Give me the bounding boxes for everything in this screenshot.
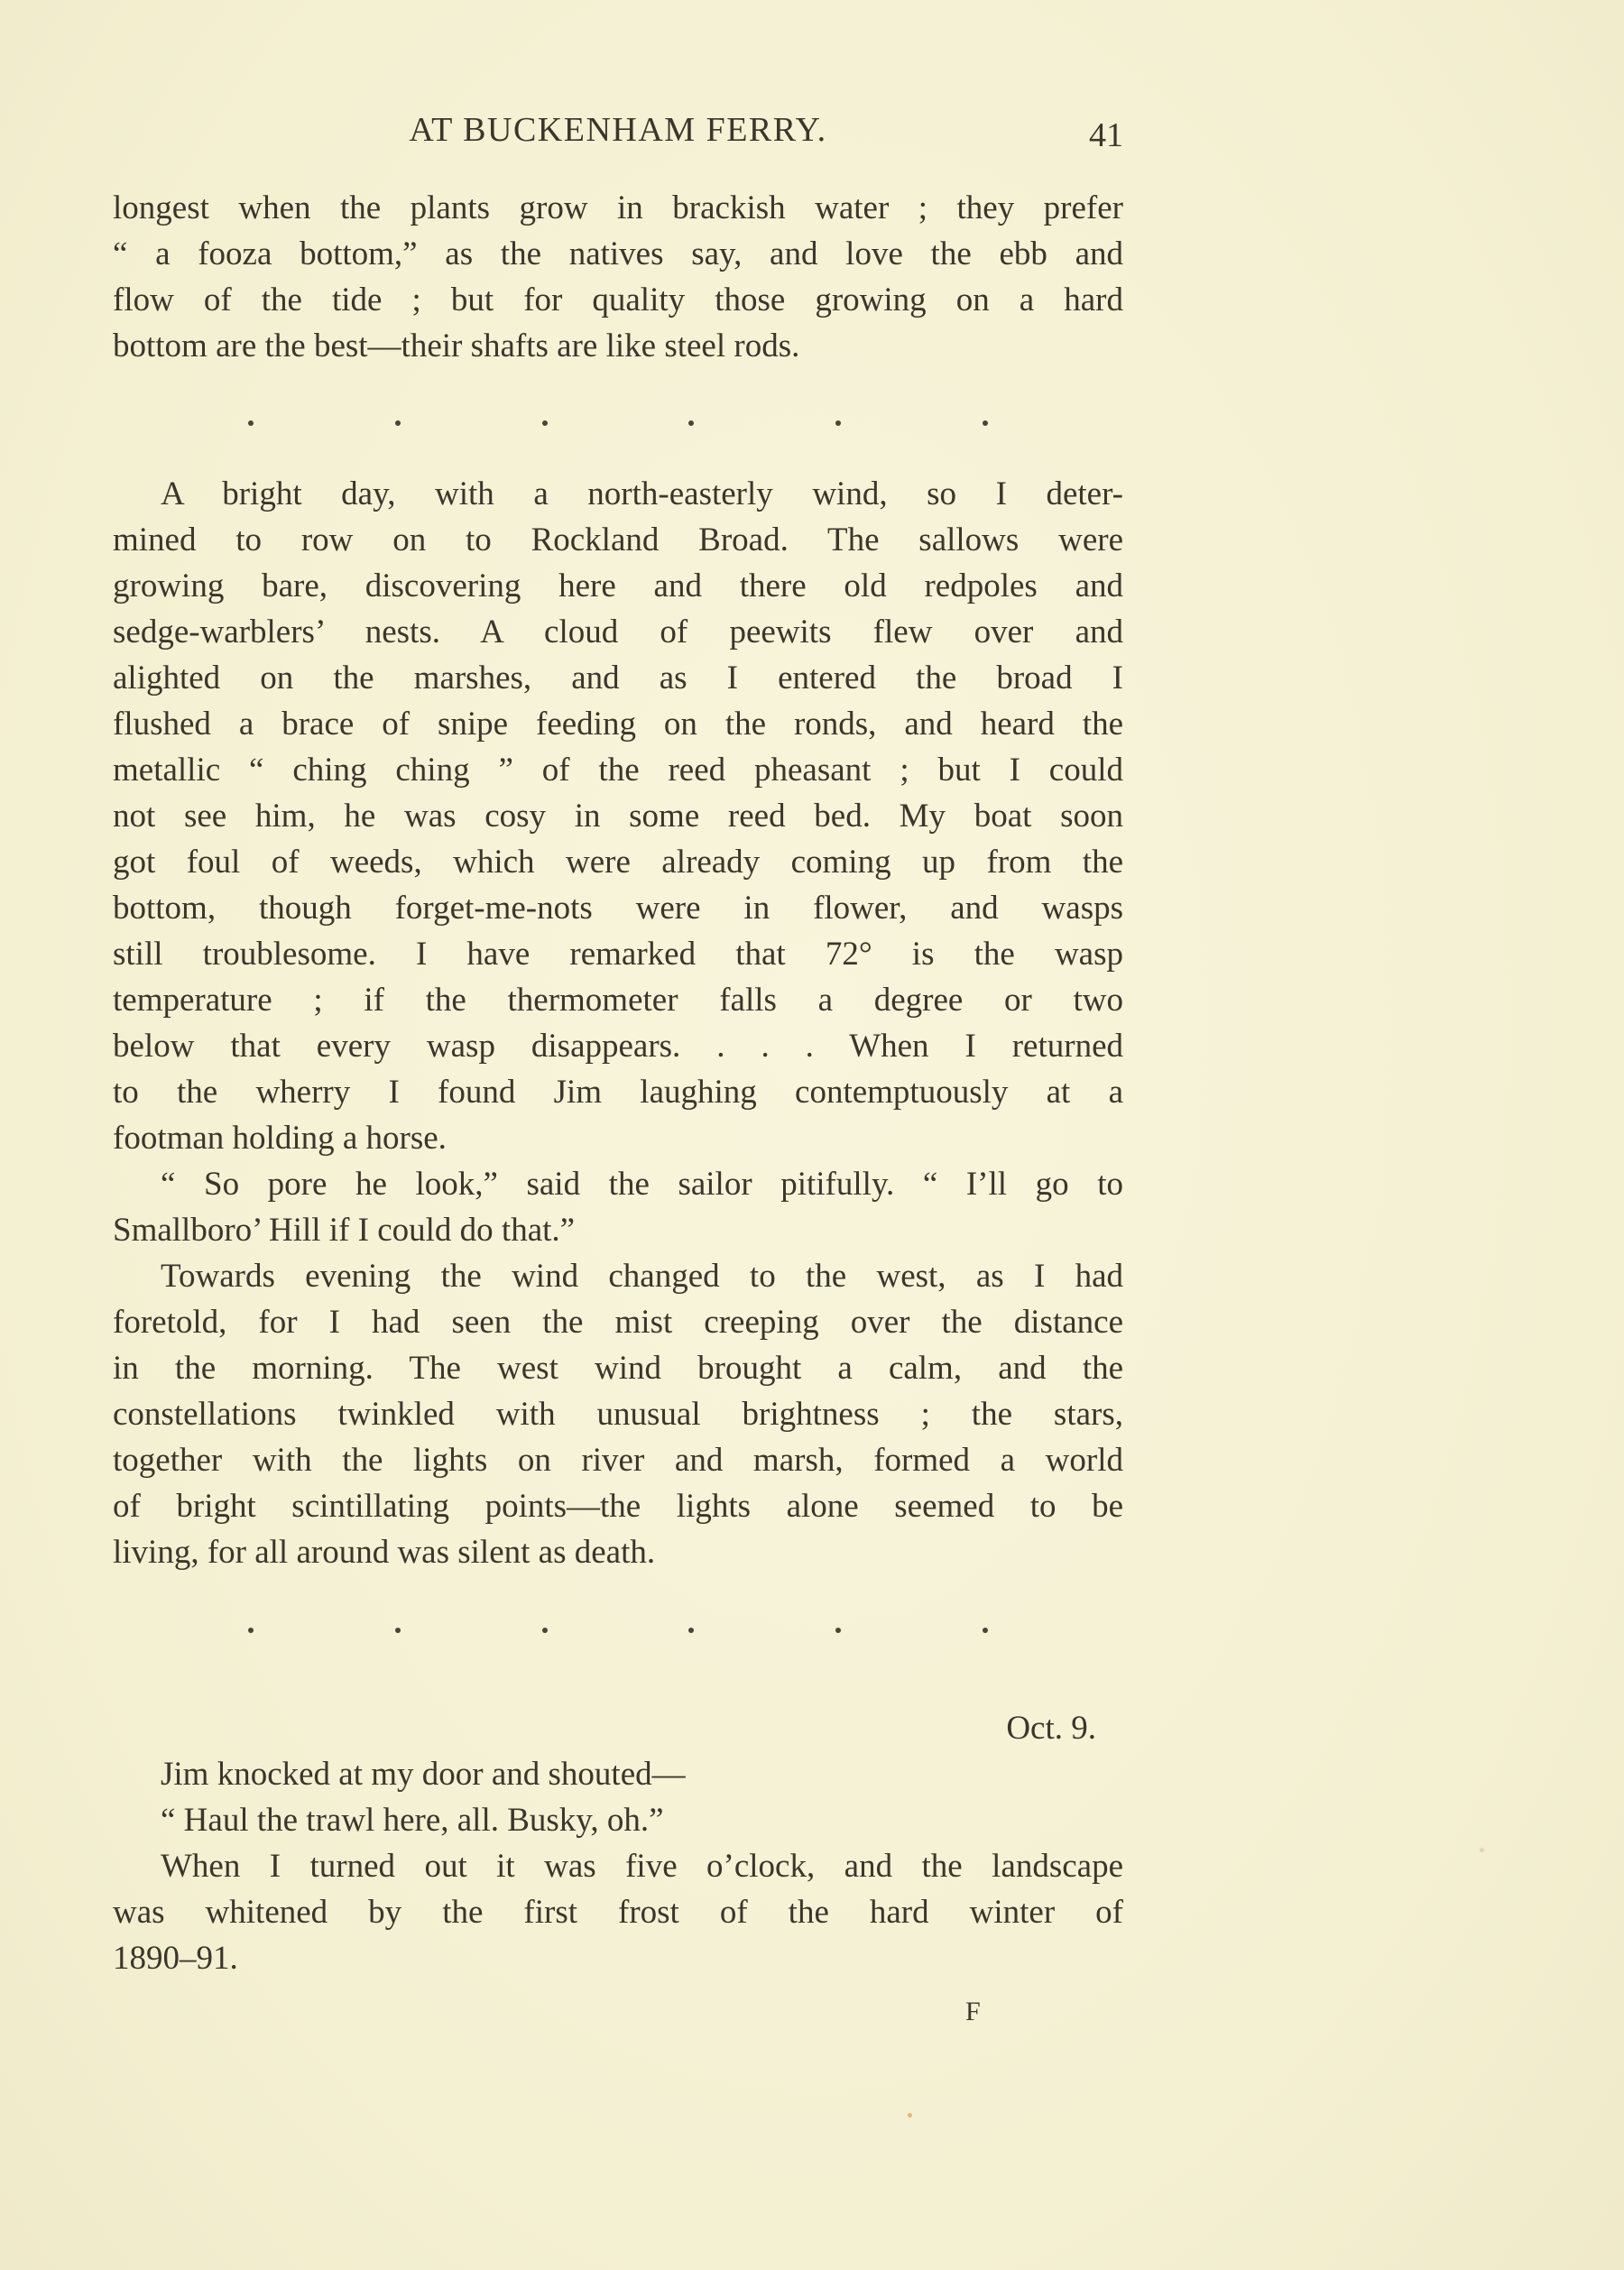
break-dot — [542, 420, 548, 426]
break-dot — [248, 420, 254, 426]
text-line: “ So pore he look,” said the sailor pitifully. “ I’ll go to — [161, 1166, 1123, 1203]
running-title: AT BUCKENHAM FERRY. — [409, 111, 827, 149]
break-dot — [688, 1628, 694, 1633]
text-line: constellations twinkled with unusual brightness ; the stars, — [113, 1396, 1123, 1433]
break-dot — [395, 420, 401, 426]
break-dot — [688, 420, 694, 426]
text-line: got foul of weeds, which were already coming up from the — [113, 844, 1123, 881]
text-line: of bright scintillating points—the lights alone seemed to be — [113, 1488, 1123, 1525]
text-line: foretold, for I had seen the mist creeping over the distance — [113, 1304, 1123, 1341]
signature-mark: F — [965, 1997, 981, 2026]
page-number: 41 — [1089, 116, 1123, 154]
page-header — [113, 106, 1123, 152]
paper-speck — [908, 2113, 912, 2118]
text-line: footman holding a horse. — [113, 1120, 447, 1157]
text-line: flushed a brace of snipe feeding on the ronds, and heard the — [113, 706, 1123, 743]
text-line: mined to row on to Rockland Broad. The sallows were — [113, 521, 1123, 558]
text-line: still troublesome. I have remarked that 72° is the wasp — [113, 936, 1123, 973]
text-line: not see him, he was cosy in some reed bed. My boat soon — [113, 798, 1123, 835]
text-line: flow of the tide ; but for quality those growing on a hard — [113, 281, 1123, 318]
text-line: in the morning. The west wind brought a calm, and the — [113, 1350, 1123, 1387]
paper-speck — [1480, 1848, 1484, 1852]
break-dot — [983, 1628, 988, 1633]
text-line: A bright day, with a north-easterly wind, so I deter- — [161, 475, 1123, 512]
text-line: growing bare, discovering here and there old redpoles and — [113, 568, 1123, 604]
break-dot — [835, 420, 841, 426]
date-heading: Oct. 9. — [1006, 1710, 1096, 1747]
text-line: 1890–91. — [113, 1940, 238, 1977]
text-line: Towards evening the wind changed to the west, as I had — [161, 1258, 1123, 1295]
text-line: longest when the plants grow in brackish water ; they prefer — [113, 189, 1123, 226]
text-line: “ Haul the trawl here, all. Busky, oh.” — [161, 1802, 664, 1839]
text-line: bottom, though forget-me-nots were in flower, and wasps — [113, 890, 1123, 927]
text-line: alighted on the marshes, and as I entered the broad I — [113, 660, 1123, 697]
text-line: When I turned out it was five o’clock, and the landscape — [161, 1848, 1123, 1885]
text-line: below that every wasp disappears. . . . When I returned — [113, 1028, 1123, 1065]
text-line: Jim knocked at my door and shouted— — [161, 1756, 686, 1793]
text-line: temperature ; if the thermometer falls a degree or two — [113, 982, 1123, 1019]
break-dot — [542, 1628, 548, 1633]
break-dot — [835, 1628, 841, 1633]
section-break — [248, 420, 988, 438]
text-line: was whitened by the first frost of the hard winter of — [113, 1894, 1123, 1931]
text-line: bottom are the best—their shafts are like steel rods. — [113, 328, 800, 364]
text-line: together with the lights on river and marsh, formed a world — [113, 1442, 1123, 1479]
text-line: sedge-warblers’ nests. A cloud of peewits flew over and — [113, 614, 1123, 651]
break-dot — [395, 1628, 401, 1633]
break-dot — [983, 420, 988, 426]
section-break — [248, 1628, 988, 1646]
text-line: metallic “ ching ching ” of the reed pheasant ; but I could — [113, 752, 1123, 789]
text-line: to the wherry I found Jim laughing contemptuously at a — [113, 1074, 1123, 1111]
text-line: “ a fooza bottom,” as the natives say, and love the ebb and — [113, 235, 1123, 272]
break-dot — [248, 1628, 254, 1633]
text-line: Smallboro’ Hill if I could do that.” — [113, 1212, 576, 1249]
text-line: living, for all around was silent as death. — [113, 1534, 656, 1571]
